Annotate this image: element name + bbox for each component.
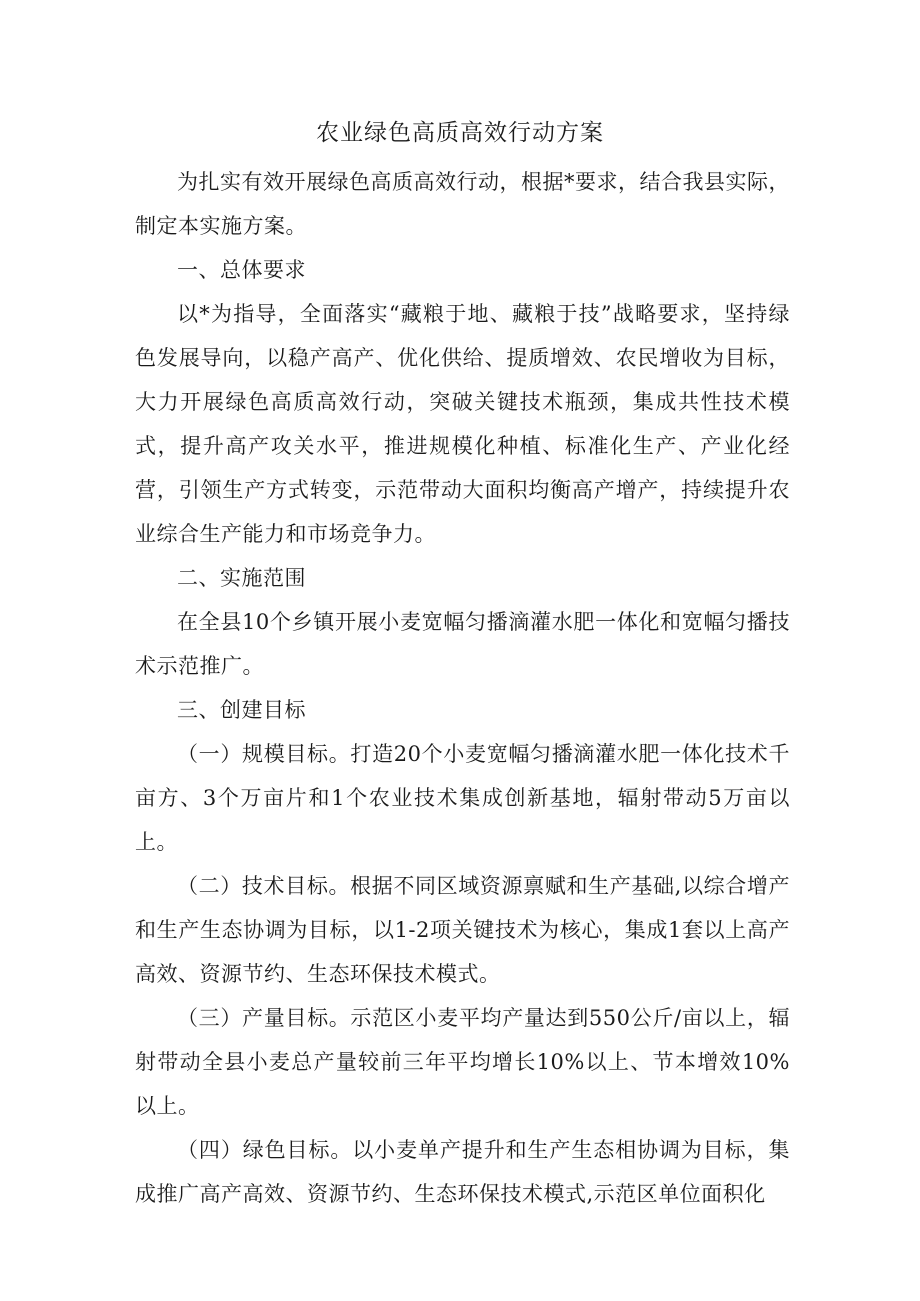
goal-yield-paragraph: （三）产量目标。示范区小麦平均产量达到550公斤/亩以上，辐射带动全县小麦总产量较前三年平均增长10%以上、节本增效10%以上。 xyxy=(135,1006,790,1118)
document-title: 农业绿色高质高效行动方案 xyxy=(316,120,604,146)
scope-paragraph: 在全县10个乡镇开展小麦宽幅匀播滴灌水肥一体化和宽幅匀播技术示范推广。 xyxy=(135,610,790,678)
section-heading-scope: 二、实施范围 xyxy=(177,566,306,590)
section-heading-general-requirements: 一、总体要求 xyxy=(177,258,306,282)
document-body xyxy=(135,160,790,1216)
section-heading-goals: 三、创建目标 xyxy=(177,698,306,722)
general-requirements-paragraph: 以*为指导，全面落实“藏粮于地、藏粮于技”战略要求，坚持绿色发展导向，以稳产高产、优化供给、提质增效、农民增收为目标，大力开展绿色高质高效行动，突破关键技术瓶颈，集成共性技术模式，提升高产攻关水平，推进规模化种植、标准化生产、产业化经营，引领生产方式转变，示范带动大面积均衡高产增产，持续提升农业综合生产能力和市场竞争力。 xyxy=(135,302,790,546)
goal-scale-paragraph: （一）规模目标。打造20个小麦宽幅匀播滴灌水肥一体化技术千亩方、3个万亩片和1个农业技术集成创新基地，辐射带动5万亩以上。 xyxy=(135,742,790,854)
intro-paragraph: 为扎实有效开展绿色高质高效行动，根据*要求，结合我县实际，制定本实施方案。 xyxy=(135,170,790,238)
goal-technology-paragraph: （二）技术目标。根据不同区域资源禀赋和生产基础,以综合增产和生产生态协调为目标，以1-2项关键技术为核心，集成1套以上高产高效、资源节约、生态环保技术模式。 xyxy=(135,874,790,986)
goal-green-paragraph: （四）绿色目标。以小麦单产提升和生产生态相协调为目标，集成推广高产高效、资源节约、生态环保技术模式,示范区单位面积化 xyxy=(135,1138,790,1206)
